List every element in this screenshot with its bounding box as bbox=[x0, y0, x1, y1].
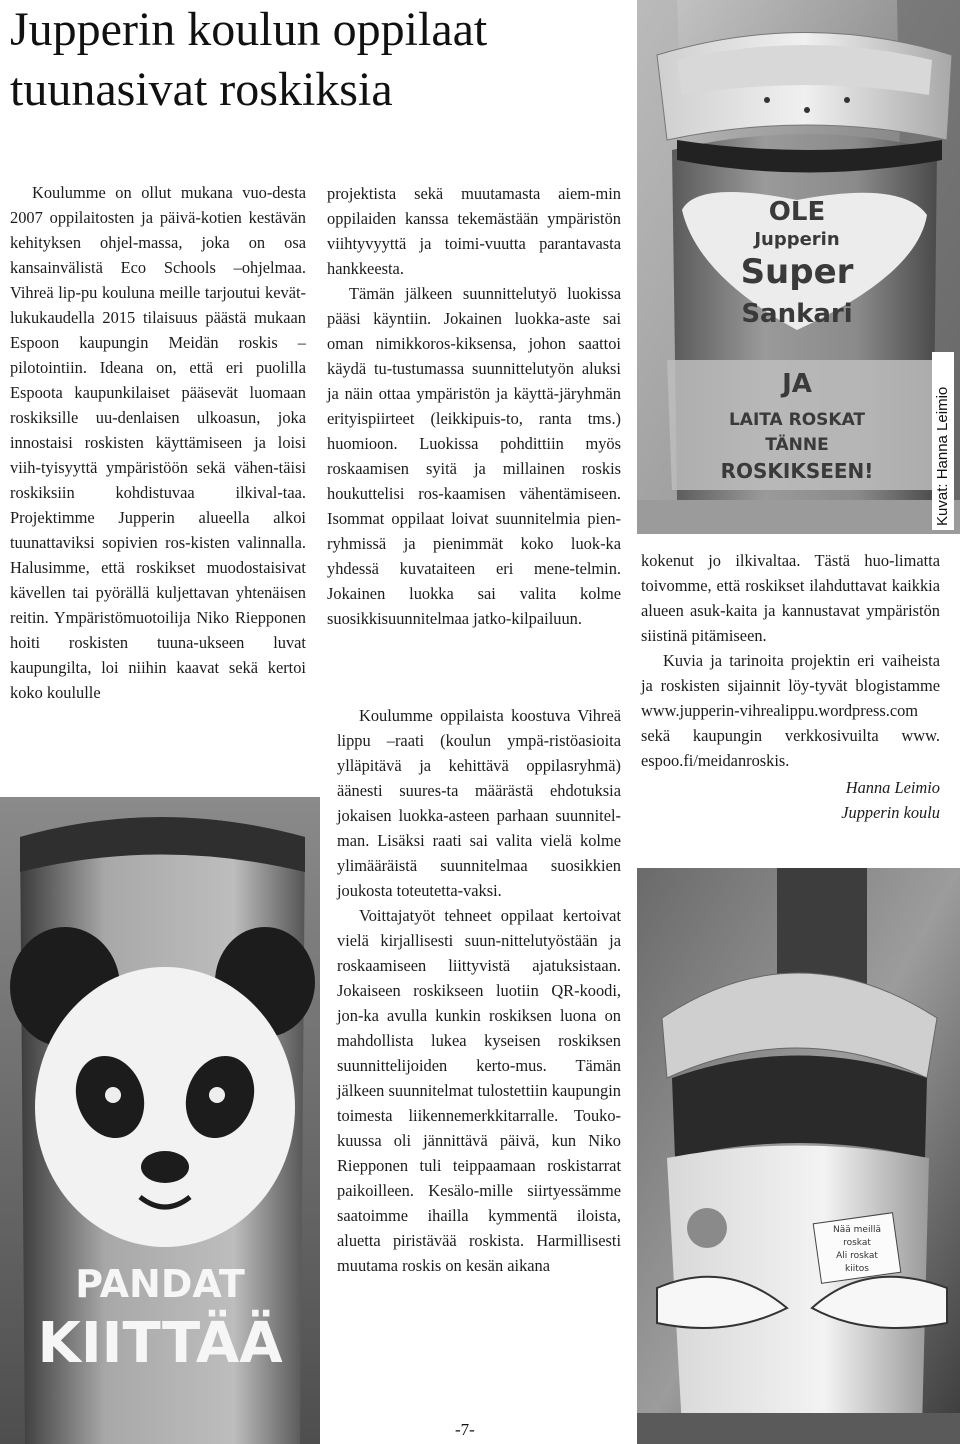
photo-superhero-bin-drawing bbox=[637, 0, 960, 534]
bin-text-line: OLE bbox=[768, 197, 826, 227]
paragraph: Voittajatyöt tehneet oppilaat kertoivat vielä kirjallisesti suun-nittelutyöstään ja roskaamiseen liittyvistä ajatuksistaan. Jokaiseen roskikseen luotiin QR-koodi, jon-ka avulla kunkin roskiksen luona on mahdollista lukea kyseisen roskiksen suunnittelijoiden kerto-mus. Tämän jälkeen suunnitelmat tulostettiin kaupungin toimesta liikennemerkkitarralle. Touko-kuussa oli jännittävä päivä, kun Niko Riepponen tuli teippaamaan roskistarrat paikoilleen. Kesälo-mille siirtyessämme saatoimme ihailla kymmentä iloista, aluetta piristävää roskista. Harmillisesti muutama roskis on kesän aikana bbox=[337, 906, 621, 1275]
author-name: Hanna Leimio bbox=[845, 778, 940, 797]
paragraph: projektista sekä muutamasta aiem-min oppilaiden kanssa tekemästään ympäristön viihtyvyyttä ja toimi-vuutta parantavasta hankkeesta. bbox=[327, 184, 621, 278]
bin-text-line: Jupperin bbox=[754, 229, 840, 250]
paragraph: Tämän jälkeen suunnittelutyö luokissa pääsi käyntiin. Jokainen luokka-aste sai oman nimikkoros-kiksensa, johon saattoi käydä tu-tustumassa suunnittelutyön aluksi ja näin ottaa ympäristön ja käyttä-järyhmän erityispiirteet (leikkipuis-to, ranta tms.) huomioon. Luokissa pohdittiin myös roskaamisen syitä ja millainen roskis houkuttelisi ros-kaamisen vähentämiseen. Isommat oppilaat loivat suunnitelmia pien-ryhmissä ja pienimmät koko luok-ka yhdessä kuvataiteen eri mene-telmin. Jokainen luokka sai valita kolme suosikkisuunnitelmaa jatko-kilpailuun. bbox=[327, 284, 621, 628]
page-number: -7- bbox=[455, 1420, 475, 1439]
bin-text-line: ROSKIKSEEN! bbox=[720, 459, 874, 483]
photo-credit: Kuvat: Hanna Leimio bbox=[932, 352, 954, 530]
photo-panda-bin bbox=[0, 797, 320, 1444]
bin-text-line: KIITTÄÄ bbox=[37, 1311, 283, 1376]
text-column-1 bbox=[10, 180, 306, 705]
paragraph: Kuvia ja tarinoita projektin eri vaiheista ja roskisten sijainnit löy-tyvät blogistamme www.jupperin-vihrealippu.wordpress.com sekä kaupungin verkkosivuilta www. espoo.fi/meidanroskis. bbox=[641, 651, 940, 770]
note-line: Nää meillä bbox=[833, 1225, 881, 1235]
author-school: Jupperin koulu bbox=[841, 803, 940, 822]
note-line: Ali roskat bbox=[836, 1251, 878, 1261]
paragraph: Koulumme oppilaista koostuva Vihreä lippu –raati (koulun ympä-ristöasioita ylläpitävä ja kehittävä oppilasryhmä) äänesti suures-ta määrästä ehdotuksia jokaisen luokka-asteen parhaan suunnitel-man. Lisäksi raati sai valita vielä kolme ylimääräistä suunnitelmaa suosikkien joukosta toteutetta-vaksi. bbox=[337, 706, 621, 900]
note-line: kiitos bbox=[845, 1264, 869, 1274]
photo-wings-bin bbox=[637, 868, 960, 1444]
text-column-3 bbox=[641, 548, 940, 825]
photo-wings-bin-drawing bbox=[637, 868, 960, 1444]
bin-text-line: PANDAT bbox=[75, 1262, 245, 1306]
bin-text-line: LAITA ROSKAT bbox=[728, 410, 866, 430]
title-line-2: tuunasivat roskiksia bbox=[10, 63, 393, 116]
bin-text-line: Sankari bbox=[741, 299, 853, 329]
article-title bbox=[10, 0, 620, 120]
bin-text-line: JA bbox=[782, 369, 812, 399]
paragraph: Koulumme on ollut mukana vuo-desta 2007 oppilaitosten ja päivä-kotien kestävän kehityksen ohjel-massa, joka on osa kansainvälistä Eco Schools –ohjelmaa. Vihreä lip-pu kouluna meille tarjoutui kevät-lukukaudella 2015 tilaisuus päästä mukaan Espoon kaupungin Meidän roskis –pilotointiin. Ideana on, että eri puolilla Espoota kaupunkilaiset pääsevät luomaan roskiksille uu-denlaisen ulkoasun, joka innostaisi roskisten käyttämiseen ja loisi viih-tyisyyttä ympäristöön sekä vähen-täisi roskiksiin kohdistuvaa ilkival-taa. Projektimme Jupperin alueella alkoi tuunattaviksi sopivien ros-kisten valinnalla. Halusimme, että roskikset muodostaisivat kävellen tai pyörällä kuljettavan yhtenäisen reitin. Ympäristömuotoilija Niko Riepponen hoiti roskisten tuuna-ukseen luvat kaupungilta, loi niihin kaavat sekä kertoi koko koululle bbox=[10, 183, 306, 702]
text-column-2-top bbox=[327, 181, 621, 631]
bin-text-line: Super bbox=[740, 252, 854, 292]
note-line: roskat bbox=[843, 1238, 871, 1248]
paragraph: kokenut jo ilkivaltaa. Tästä huo-limatta toivomme, että roskikset ilahduttavat kaikkia alueen asuk-kaita ja kannustavat ympäristön siistinä pitämiseen. bbox=[641, 551, 940, 645]
text-column-2-bottom bbox=[337, 703, 621, 1278]
bin-text-line: TÄNNE bbox=[765, 435, 829, 455]
photo-superhero-bin bbox=[637, 0, 960, 534]
photo-panda-bin-drawing bbox=[0, 797, 320, 1444]
title-line-1: Jupperin koulun oppilaat bbox=[10, 3, 488, 56]
